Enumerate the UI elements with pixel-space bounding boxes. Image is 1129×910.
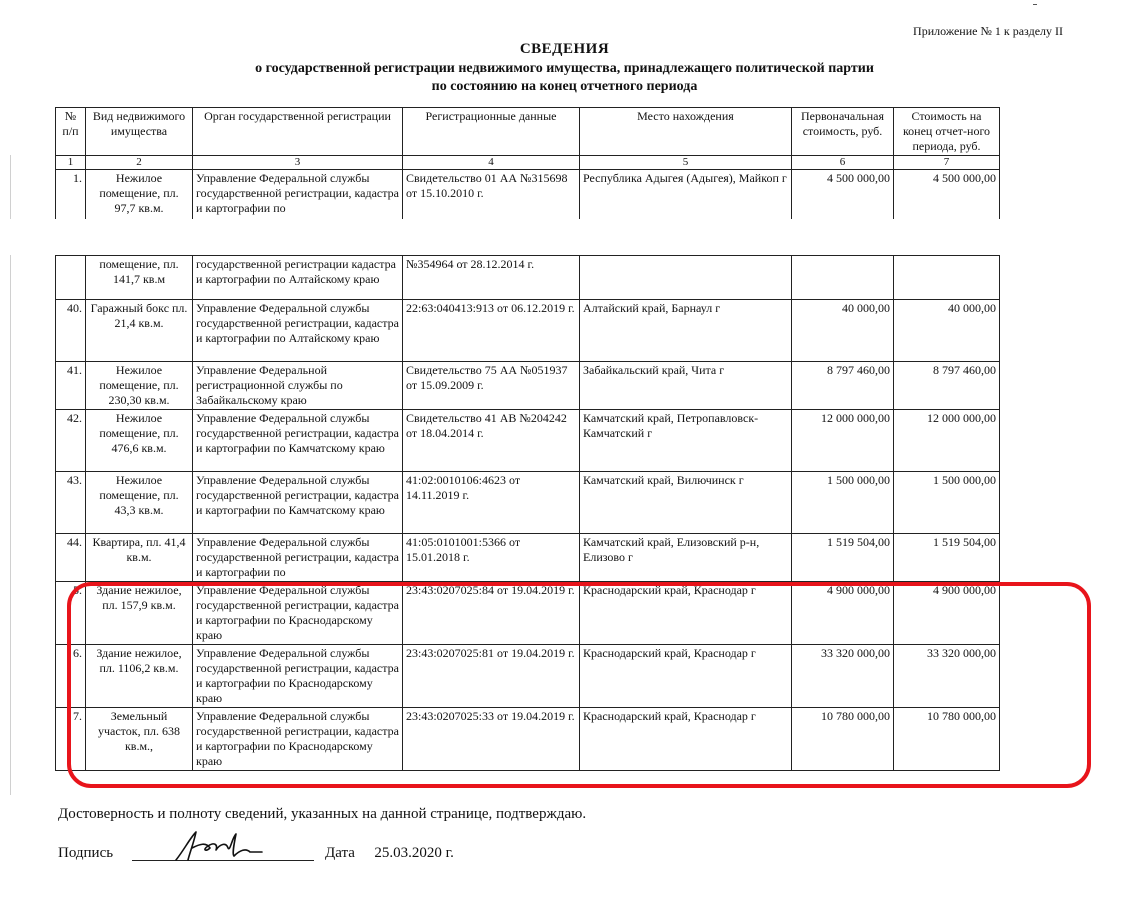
row-organ: Управление Федеральной службы государственной регистрации, кадастра и картографии по (193, 170, 403, 230)
header-num: № п/п (56, 108, 86, 156)
document-subtitle: о государственной регистрации недвижимого имущества, принадлежащего политической партии (255, 61, 874, 76)
column-index: 3 (193, 156, 403, 170)
row-type: Здание нежилое, пл. 157,9 кв.м. (86, 582, 193, 645)
row-place: Краснодарский край, Краснодар г (580, 708, 792, 771)
header-place: Место нахождения (580, 108, 792, 156)
row-reg: 22:63:040413:913 от 06.12.2019 г. (403, 300, 580, 362)
row-initial-cost: 1 500 000,00 (792, 472, 894, 534)
row-initial-cost: 40 000,00 (792, 300, 894, 362)
column-index: 7 (894, 156, 1000, 170)
row-place (580, 256, 792, 300)
row-reg: 41:05:0101001:5366 от 15.01.2018 г. (403, 534, 580, 582)
row-num: 43. (56, 472, 86, 534)
table-row (56, 410, 1000, 472)
row-num: 6. (56, 645, 86, 708)
row-type: Нежилое помещение, пл. 43,3 кв.м. (86, 472, 193, 534)
row-organ: Управление Федеральной службы государственной регистрации, кадастра и картографии по Камчатскому краю (193, 410, 403, 472)
row-final-cost: 1 500 000,00 (894, 472, 1000, 534)
header-final-cost: Стоимость на конец отчет-ного периода, руб. (894, 108, 1000, 156)
row-final-cost: 8 797 460,00 (894, 362, 1000, 410)
header-organ: Орган государственной регистрации (193, 108, 403, 156)
row-place: Камчатский край, Елизовский р-н, Елизово г (580, 534, 792, 582)
column-index: 5 (580, 156, 792, 170)
row-organ: Управление Федеральной службы государственной регистрации, кадастра и картографии по Алтайскому краю (193, 300, 403, 362)
row-num: 1. (56, 170, 86, 230)
page-gap (0, 219, 1129, 255)
header-type: Вид недвижимого имущества (86, 108, 193, 156)
row-reg: Свидетельство 41 АВ №204242 от 18.04.2014 г. (403, 410, 580, 472)
row-type: Нежилое помещение, пл. 476,6 кв.м. (86, 410, 193, 472)
row-reg: №354964 от 28.12.2014 г. (403, 256, 580, 300)
row-initial-cost: 12 000 000,00 (792, 410, 894, 472)
document-period: по состоянию на конец отчетного периода (431, 79, 698, 94)
table-row (56, 472, 1000, 534)
row-reg: 23:43:0207025:81 от 19.04.2019 г. (403, 645, 580, 708)
row-place: Краснодарский край, Краснодар г (580, 645, 792, 708)
column-index: 2 (86, 156, 193, 170)
row-num: 7. (56, 708, 86, 771)
date-label: Дата (325, 845, 355, 861)
row-initial-cost (792, 256, 894, 300)
signature-label: Подпись (58, 845, 114, 861)
row-final-cost: 4 900 000,00 (894, 582, 1000, 645)
table-header-row (56, 108, 1000, 156)
row-place: Краснодарский край, Краснодар г (580, 582, 792, 645)
row-organ: Управление Федеральной службы государственной регистрации, кадастра и картографии по Краснодарскому краю (193, 582, 403, 645)
row-place: Алтайский край, Барнаул г (580, 300, 792, 362)
scan-speck (1033, 4, 1037, 5)
date-field (325, 845, 454, 862)
row-type: Нежилое помещение, пл. 230,30 кв.м. (86, 362, 193, 410)
row-reg: 23:43:0207025:84 от 19.04.2019 г. (403, 582, 580, 645)
row-final-cost: 40 000,00 (894, 300, 1000, 362)
row-final-cost (894, 256, 1000, 300)
table-row (56, 256, 1000, 300)
row-type: Гаражный бокс пл. 21,4 кв.м. (86, 300, 193, 362)
highlight-frame (67, 582, 1091, 788)
row-initial-cost: 10 780 000,00 (792, 708, 894, 771)
row-num: 42. (56, 410, 86, 472)
column-index: 6 (792, 156, 894, 170)
row-num: 44. (56, 534, 86, 582)
table-row (56, 362, 1000, 410)
row-organ: Управление Федеральной службы государственной регистрации, кадастра и картографии по Краснодарскому краю (193, 708, 403, 771)
row-num: 40. (56, 300, 86, 362)
row-final-cost: 1 519 504,00 (894, 534, 1000, 582)
row-initial-cost: 4 900 000,00 (792, 582, 894, 645)
row-organ: государственной регистрации кадастра и картографии по Алтайскому краю (193, 256, 403, 300)
row-type: Земельный участок, пл. 638 кв.м., (86, 708, 193, 771)
row-final-cost: 4 500 000,00 (894, 170, 1000, 230)
row-organ: Управление Федеральной службы государственной регистрации, кадастра и картографии по Краснодарскому краю (193, 645, 403, 708)
row-num: 5. (56, 582, 86, 645)
row-organ: Управление Федеральной службы государственной регистрации, кадастра и картографии по (193, 534, 403, 582)
row-reg: 41:02:0010106:4623 от 14.11.2019 г. (403, 472, 580, 534)
row-organ: Управление Федеральной регистрационной службы по Забайкальскому краю (193, 362, 403, 410)
row-place: Забайкальский край, Чита г (580, 362, 792, 410)
column-index: 1 (56, 156, 86, 170)
header-initial-cost: Первоначальная стоимость, руб. (792, 108, 894, 156)
column-index: 4 (403, 156, 580, 170)
row-type: Нежилое помещение, пл. 97,7 кв.м. (86, 170, 193, 230)
row-final-cost: 12 000 000,00 (894, 410, 1000, 472)
row-organ: Управление Федеральной службы государственной регистрации, кадастра и картографии по Камчатскому краю (193, 472, 403, 534)
row-place: Республика Адыгея (Адыгея), Майкоп г (580, 170, 792, 230)
row-place: Камчатский край, Вилючинск г (580, 472, 792, 534)
row-num: 41. (56, 362, 86, 410)
row-initial-cost: 33 320 000,00 (792, 645, 894, 708)
date-value: 25.03.2020 г. (374, 845, 454, 861)
row-initial-cost: 4 500 000,00 (792, 170, 894, 230)
header-reg: Регистрационные данные (403, 108, 580, 156)
column-index-row (56, 156, 1000, 170)
table-row (56, 300, 1000, 362)
signature-image (170, 828, 270, 864)
row-place: Камчатский край, Петропавловск-Камчатский г (580, 410, 792, 472)
property-table-top (55, 107, 1000, 230)
row-final-cost: 10 780 000,00 (894, 708, 1000, 771)
row-initial-cost: 1 519 504,00 (792, 534, 894, 582)
row-num (56, 256, 86, 300)
row-reg: Свидетельство 75 АА №051937 от 15.09.2009 г. (403, 362, 580, 410)
row-initial-cost: 8 797 460,00 (792, 362, 894, 410)
row-reg: Свидетельство 01 АА №315698 от 15.10.2010 г. (403, 170, 580, 230)
row-type: Здание нежилое, пл. 1106,2 кв.м. (86, 645, 193, 708)
row-type: помещение, пл. 141,7 кв.м (86, 256, 193, 300)
row-reg: 23:43:0207025:33 от 19.04.2019 г. (403, 708, 580, 771)
row-type: Квартира, пл. 41,4 кв.м. (86, 534, 193, 582)
appendix-label: Приложение № 1 к разделу II (913, 24, 1063, 38)
table-row (56, 534, 1000, 582)
row-final-cost: 33 320 000,00 (894, 645, 1000, 708)
confirmation-text: Достоверность и полноту сведений, указанных на данной странице, подтверждаю. (58, 806, 587, 822)
document-title: СВЕДЕНИЯ (519, 41, 610, 57)
